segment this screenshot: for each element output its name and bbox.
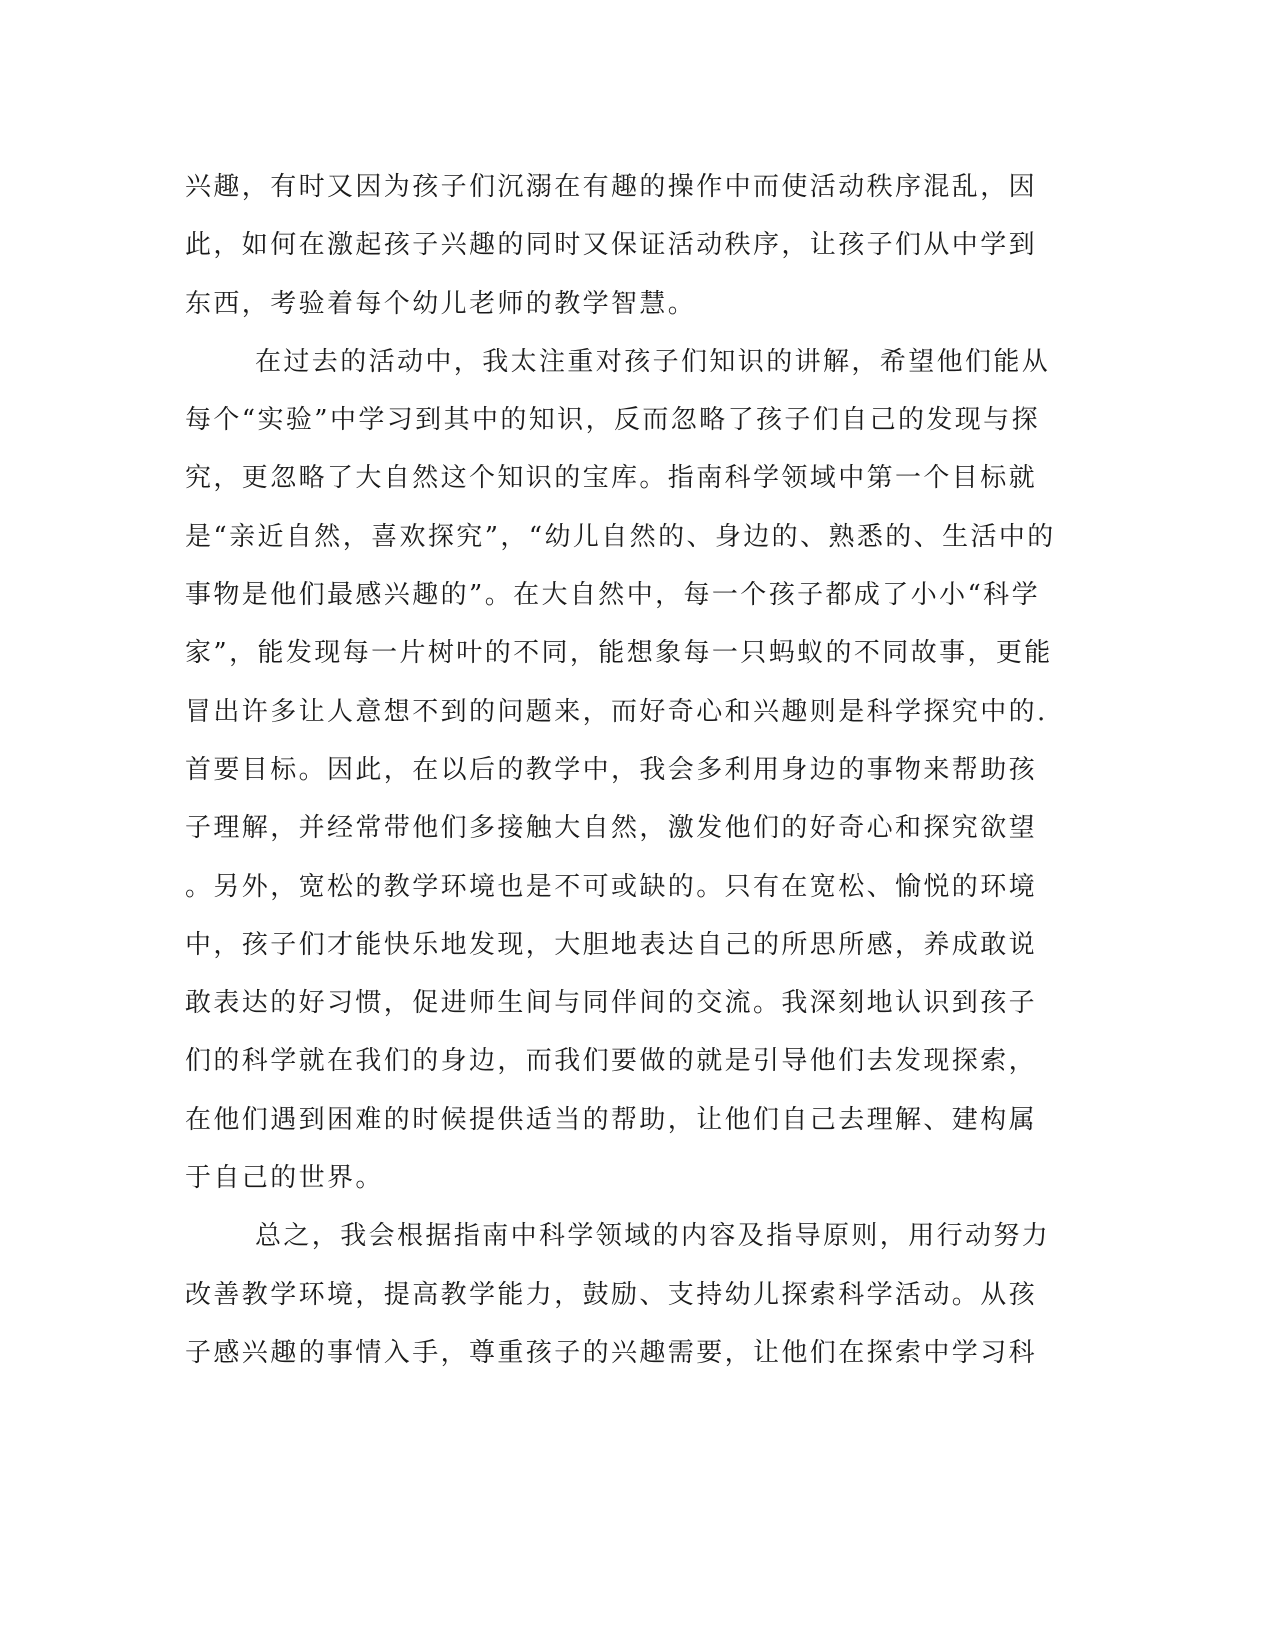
body-text (185, 158, 1065, 1382)
text-line: 东西，考验着每个幼儿老师的教学智慧。 (185, 288, 697, 319)
text-line: 敢表达的好习惯，促进师生间与同伴间的交流。我深刻地认识到孩子 (185, 988, 1038, 1019)
text-line: 冒出许多让人意想不到的问题来，而好奇心和兴趣则是科学探究中的. (185, 696, 1048, 727)
text-line: 究，更忽略了大自然这个知识的宝库。指南科学领域中第一个目标就 (185, 463, 1038, 494)
text-line: 子理解，并经常带他们多接触大自然，激发他们的好奇心和探究欲望 (185, 813, 1038, 844)
text-line: 事物是他们最感兴趣的”。在大自然中，每一个孩子都成了小小“科学 (185, 580, 1040, 611)
paragraph-first-line: 在过去的活动中，我太注重对孩子们知识的讲解，希望他们能从 (255, 346, 1051, 377)
text-line: 每个“实验”中学习到其中的知识，反而忽略了孩子们自己的发现与探 (185, 405, 1040, 436)
text-line: 兴趣，有时又因为孩子们沉溺在有趣的操作中而使活动秩序混乱，因 (185, 172, 1038, 202)
paragraph-first-line: 总之，我会根据指南中科学领域的内容及指导原则，用行动努力 (255, 1221, 1051, 1252)
text-line: 。另外，宽松的教学环境也是不可或缺的。只有在宽松、愉悦的环境 (185, 871, 1038, 902)
text-line: 在他们遇到困难的时候提供适当的帮助，让他们自己去理解、建构属 (185, 1104, 1038, 1135)
text-line: 此，如何在激起孩子兴趣的同时又保证活动秩序，让孩子们从中学到 (185, 230, 1038, 261)
text-line: 改善教学环境，提高教学能力，鼓励、支持幼儿探索科学活动。从孩 (185, 1279, 1038, 1310)
text-line: 于自己的世界。 (185, 1163, 384, 1194)
text-line: 首要目标。因此，在以后的教学中，我会多利用身边的事物来帮助孩 (185, 754, 1038, 785)
text-line: 们的科学就在我们的身边，而我们要做的就是引导他们去发现探索， (185, 1046, 1038, 1077)
text-line: 家”，能发现每一片树叶的不同，能想象每一只蚂蚁的不同故事，更能 (185, 638, 1053, 669)
text-line: 子感兴趣的事情入手，尊重孩子的兴趣需要，让他们在探索中学习科 (185, 1337, 1038, 1368)
text-line: 中，孩子们才能快乐地发现，大胆地表达自己的所思所感，养成敢说 (185, 929, 1038, 960)
text-line: 是“亲近自然，喜欢探究”，“幼儿自然的、身边的、熟悉的、生活中的 (185, 521, 1056, 552)
